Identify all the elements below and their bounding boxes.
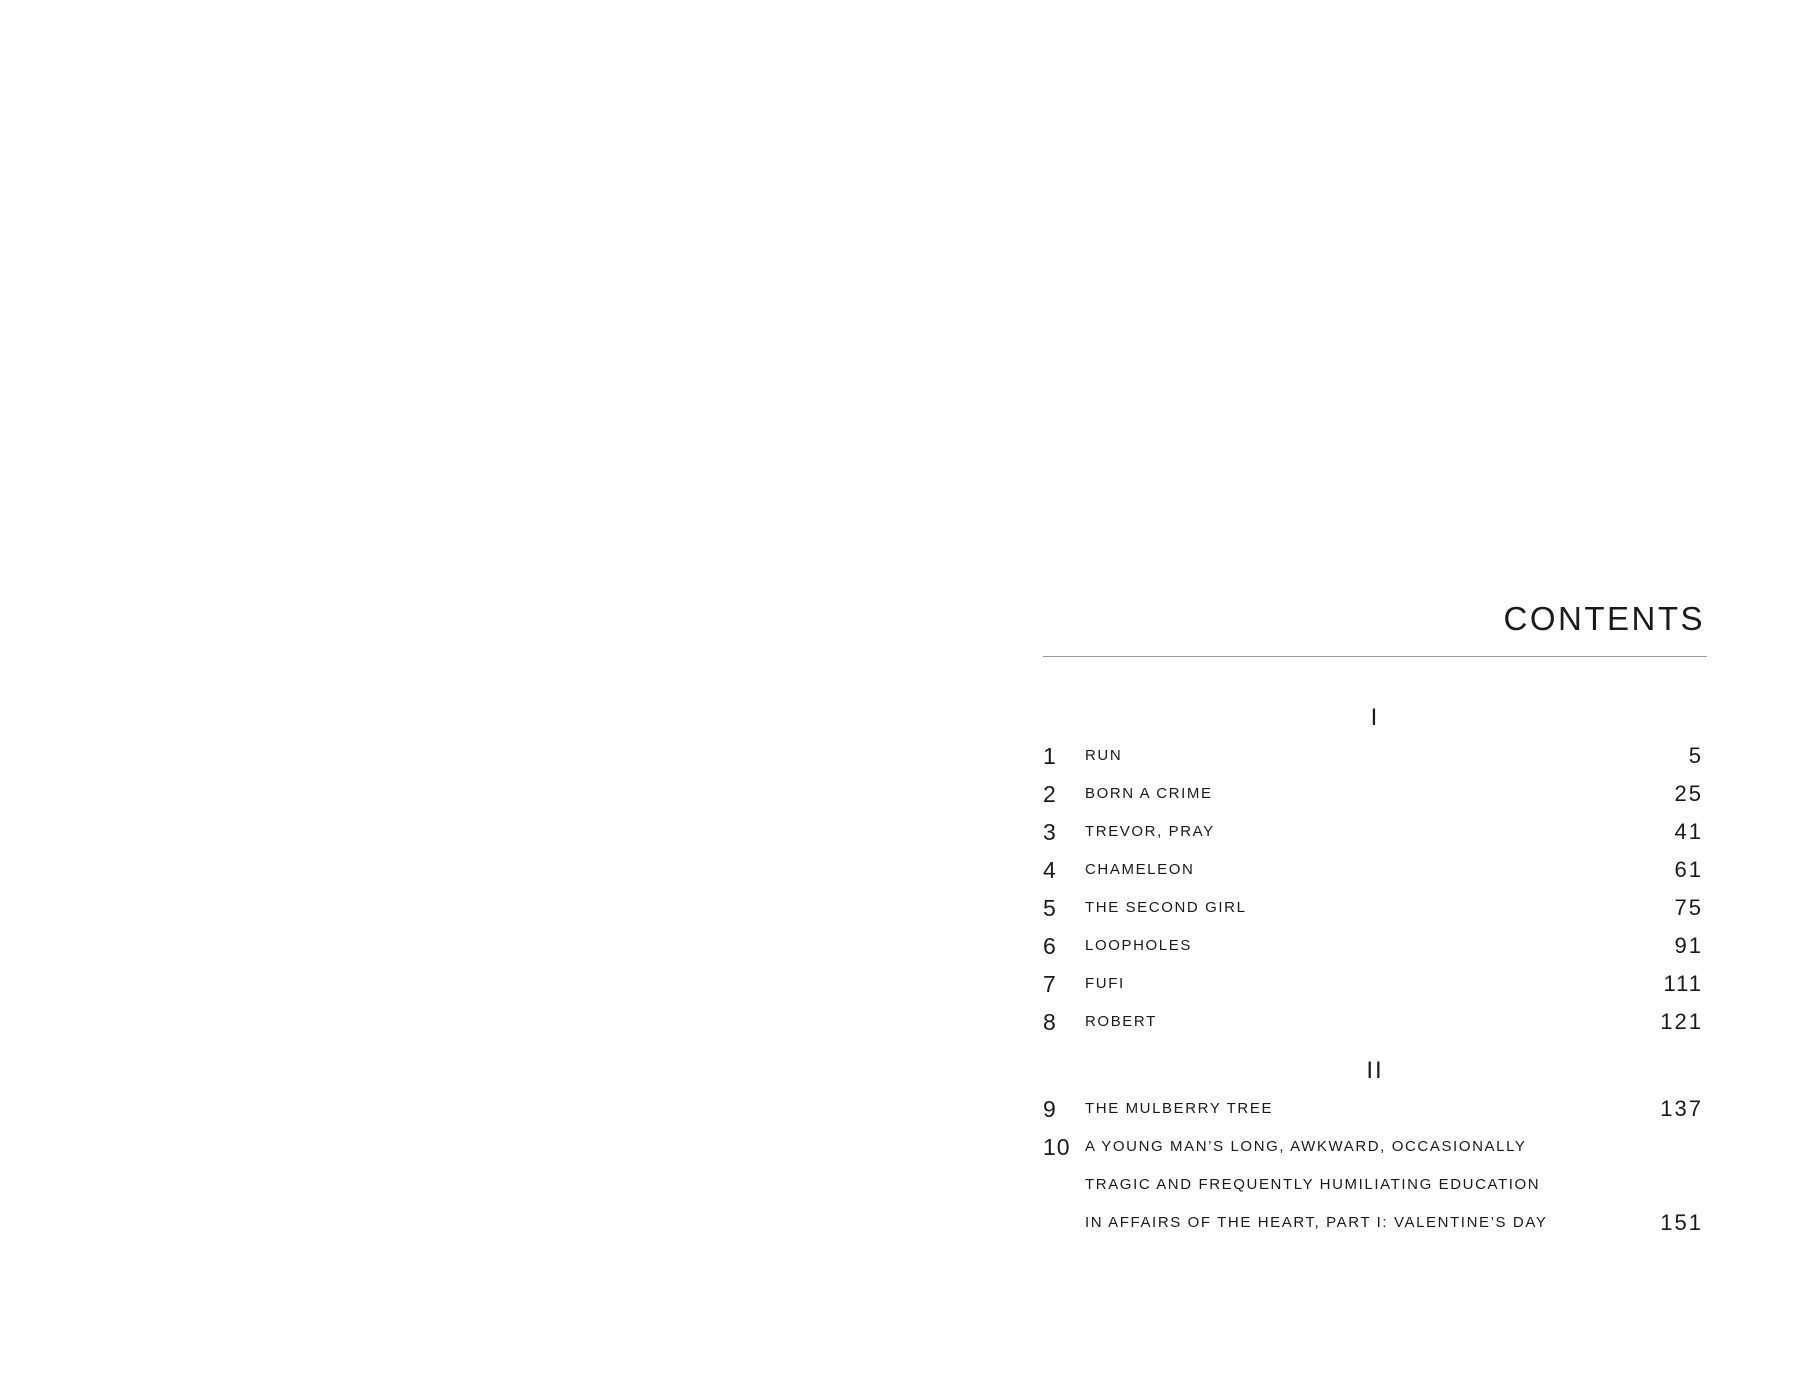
chapter-title [1085, 889, 1633, 927]
chapter-title [1085, 1090, 1633, 1128]
chapter-number: 9 [1043, 1096, 1057, 1122]
chapter-title-line: RUN [1085, 747, 1123, 764]
chapter-title [1085, 775, 1633, 813]
chapter-title [1085, 927, 1633, 965]
chapter-number: 2 [1043, 781, 1057, 807]
toc-entry [1043, 851, 1707, 889]
chapter-title-line: CHAMELEON [1085, 861, 1195, 878]
page-number: 61 [1674, 857, 1703, 882]
chapter-number: 5 [1043, 895, 1057, 921]
chapter-number: 6 [1043, 933, 1057, 959]
chapter-title [1085, 737, 1633, 775]
toc-entry [1043, 965, 1707, 1003]
chapter-title-line: BORN A CRIME [1085, 785, 1213, 802]
chapter-title [1085, 1128, 1633, 1242]
page-number: 25 [1674, 781, 1703, 806]
page-number: 41 [1674, 819, 1703, 844]
toc-entry [1043, 927, 1707, 965]
chapter-number: 10 [1043, 1134, 1071, 1160]
chapter-title-line: A YOUNG MAN’S LONG, AWKWARD, OCCASIONALLY [1085, 1138, 1527, 1155]
page-number: 91 [1674, 933, 1703, 958]
page-number: 137 [1660, 1096, 1703, 1121]
chapter-title-line: IN AFFAIRS OF THE HEART, PART I: VALENTINE’S DAY [1085, 1214, 1548, 1231]
chapter-title-line: TRAGIC AND FREQUENTLY HUMILIATING EDUCATION [1085, 1176, 1541, 1193]
toc-entry [1043, 775, 1707, 813]
page-number: 75 [1674, 895, 1703, 920]
chapter-title [1085, 813, 1633, 851]
toc-entry [1043, 1128, 1707, 1242]
page-number: 111 [1663, 971, 1703, 996]
toc-entry [1043, 1090, 1707, 1128]
page-number: 151 [1660, 1210, 1703, 1235]
chapter-title-line: TREVOR, PRAY [1085, 823, 1215, 840]
chapter-title-line: LOOPHOLES [1085, 937, 1192, 954]
chapter-number: 3 [1043, 819, 1057, 845]
toc-entry [1043, 1003, 1707, 1041]
chapter-number: 7 [1043, 971, 1057, 997]
page-number: 5 [1688, 743, 1703, 768]
chapter-title [1085, 1003, 1633, 1041]
chapter-title-line: FUFI [1085, 975, 1125, 992]
part-heading: I [1370, 704, 1380, 731]
toc-entry [1043, 813, 1707, 851]
chapter-number: 4 [1043, 857, 1057, 883]
chapter-title-line: THE SECOND GIRL [1085, 899, 1247, 916]
chapter-number: 8 [1043, 1009, 1057, 1035]
chapter-title-line: ROBERT [1085, 1013, 1157, 1030]
chapter-number: 1 [1043, 743, 1057, 769]
contents-title: CONTENTS [1503, 600, 1705, 637]
page-number: 121 [1660, 1009, 1703, 1034]
chapter-title-line: THE MULBERRY TREE [1085, 1100, 1274, 1117]
chapter-title [1085, 965, 1633, 1003]
toc-entry [1043, 889, 1707, 927]
toc-entry [1043, 737, 1707, 775]
title-divider [1043, 656, 1707, 657]
table-of-contents [1043, 598, 1707, 1242]
chapter-title [1085, 851, 1633, 889]
part-heading: II [1366, 1057, 1384, 1084]
